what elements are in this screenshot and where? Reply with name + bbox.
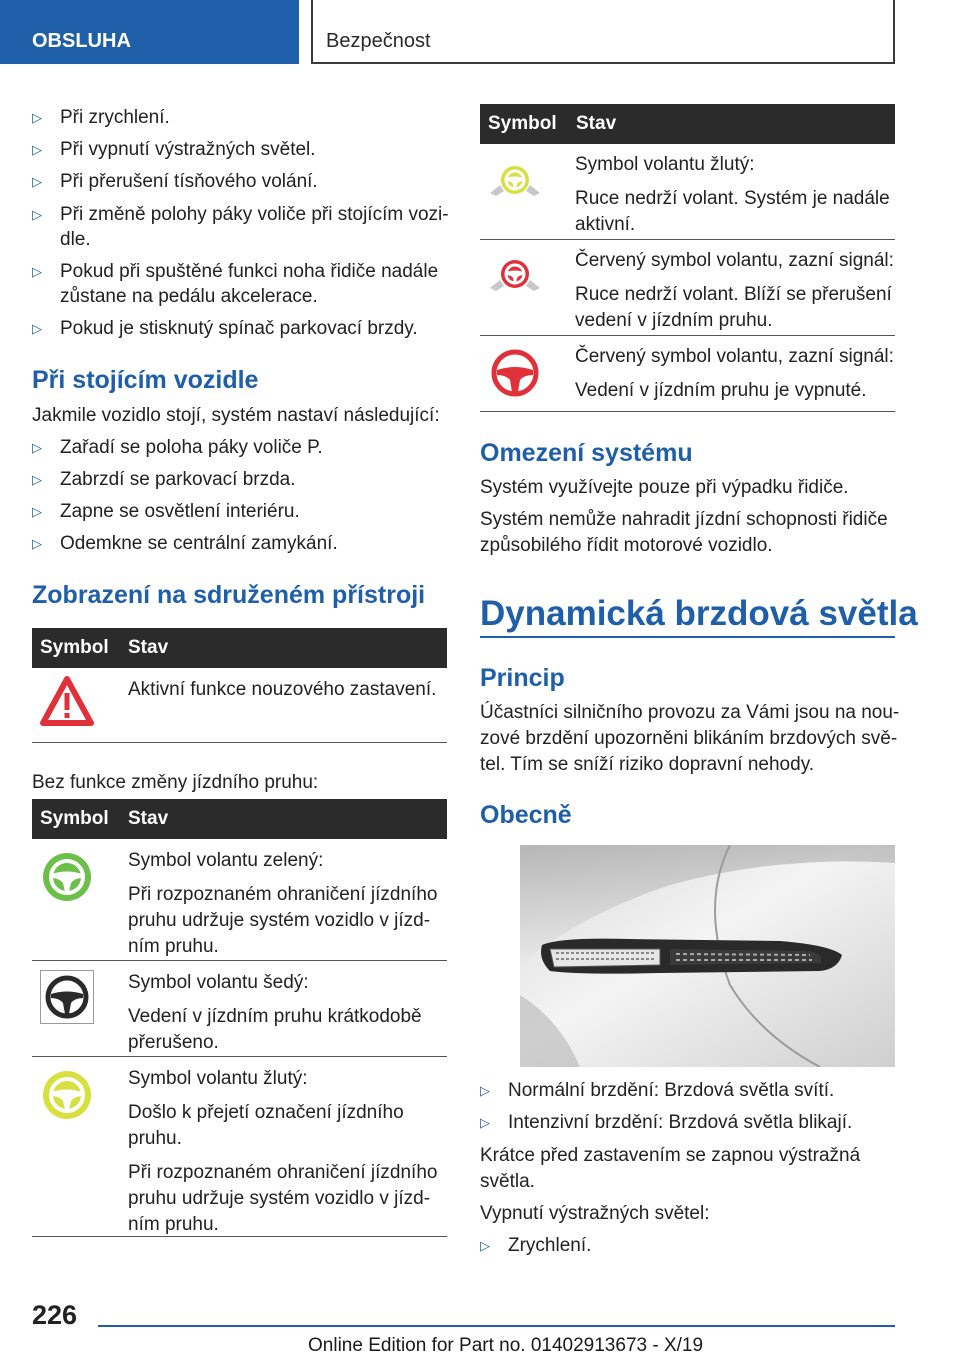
- bullet-triangle-icon: ▷: [32, 440, 42, 455]
- paragraph: Účastníci silničního provozu za Vámi jsou na nou- zové brzdění upozorněni blikáním brzdových svě- tel. Tím se sníží riziko dopravní nehody.: [480, 702, 900, 775]
- row-divider: [480, 411, 895, 412]
- steering-wheel-yellow-hands-icon: [488, 163, 542, 197]
- list-item: ▷ Zařadí se poloha páky voliče P.: [32, 435, 452, 461]
- section-heading: Princip: [480, 664, 565, 692]
- header-divider-right: [893, 0, 895, 64]
- tail-light-illustration: [520, 845, 895, 1067]
- col-symbol: Symbol: [40, 808, 109, 829]
- row-divider: [32, 960, 447, 961]
- table-cell: Symbol volantu žlutý: Došlo k přejetí označení jízdního pruhu. Při rozpoznaném ohraničení jízdního pruhu udržuje systém vozidlo v jízd- ním pruhu.: [128, 1068, 438, 1235]
- list-item: ▷ Odemkne se centrální zamykání.: [32, 531, 452, 557]
- bullet-triangle-icon: ▷: [32, 142, 42, 157]
- footer-rule: [98, 1325, 895, 1327]
- section-heading: Při stojícím vozidle: [32, 366, 259, 394]
- col-symbol: Symbol: [488, 113, 557, 134]
- steering-wheel-green-icon: [42, 852, 92, 902]
- section-heading: Zobrazení na sdruženém přístroji: [32, 581, 426, 609]
- table-header: [32, 628, 447, 668]
- section-tab: OBSLUHA: [0, 0, 299, 64]
- bullet-triangle-icon: ▷: [32, 536, 42, 551]
- header-underline: [311, 62, 895, 64]
- col-state: Stav: [128, 808, 169, 829]
- steering-wheel-red-hands-icon: [488, 256, 542, 292]
- table-cell: Symbol volantu zelený: Při rozpoznaném ohraničení jízdního pruhu udržuje systém vozidlo v jízd- ním pruhu.: [128, 850, 438, 957]
- list-item: ▷ Při přerušení tísňového volání.: [32, 169, 452, 195]
- list-item-continued: zůstane na pedálu akcelerace.: [60, 286, 318, 307]
- list-item: ▷ Při změně polohy páky voliče při stojícím vozi-: [32, 202, 452, 228]
- list-item: ▷ Zrychlení.: [480, 1233, 900, 1259]
- paragraph: Jakmile vozidlo stojí, systém nastaví následující:: [32, 405, 440, 426]
- table-cell: Červený symbol volantu, zazní signál: Vedení v jízdním pruhu je vypnuté.: [575, 346, 894, 401]
- table-cell: Červený symbol volantu, zazní signál: Ruce nedrží volant. Blíží se přerušení vedení v jízdním pruhu.: [575, 250, 894, 331]
- bullet-triangle-icon: ▷: [32, 504, 42, 519]
- table-cell: Aktivní funkce nouzového zastavení.: [128, 679, 437, 700]
- col-state: Stav: [128, 637, 169, 658]
- table-cell: Symbol volantu šedý: Vedení v jízdním pruhu krátkodobě přerušeno.: [128, 972, 422, 1053]
- row-divider: [32, 742, 447, 743]
- bullet-triangle-icon: ▷: [32, 264, 42, 279]
- page-number: 226: [32, 1300, 78, 1330]
- bullet-triangle-icon: ▷: [32, 321, 42, 336]
- paragraph: Systém využívejte pouze při výpadku řidiče.: [480, 477, 849, 498]
- list-item-continued: dle.: [60, 229, 91, 250]
- steering-wheel-red-icon: [490, 348, 540, 398]
- paragraph: Systém nemůže nahradit jízdní schopnosti řidiče způsobilého řídit motorové vozidlo.: [480, 509, 888, 556]
- section-heading: Obecně: [480, 801, 572, 829]
- steering-wheel-grey-icon: [40, 970, 94, 1024]
- bullet-triangle-icon: ▷: [32, 207, 42, 222]
- bullet-triangle-icon: ▷: [32, 174, 42, 189]
- footer-edition: Online Edition for Part no. 01402913673 - X/19: [308, 1335, 704, 1356]
- list-item: ▷ Pokud je stisknutý spínač parkovací brzdy.: [32, 316, 452, 342]
- bullet-triangle-icon: ▷: [32, 472, 42, 487]
- bullet-triangle-icon: ▷: [480, 1238, 490, 1253]
- paragraph: Krátce před zastavením se zapnou výstražná světla.: [480, 1145, 861, 1192]
- list-item: ▷ Při vypnutí výstražných světel.: [32, 137, 452, 163]
- list-item: ▷ Při zrychlení.: [32, 105, 452, 131]
- list-item: ▷ Zabrzdí se parkovací brzda.: [32, 467, 452, 493]
- bullet-triangle-icon: ▷: [480, 1115, 490, 1130]
- col-symbol: Symbol: [40, 637, 109, 658]
- list-item: ▷ Pokud při spuštěné funkci noha řidiče nadále: [32, 259, 452, 285]
- paragraph: Bez funkce změny jízdního pruhu:: [32, 772, 319, 793]
- list-item: ▷ Normální brzdění: Brzdová světla svítí.: [480, 1078, 900, 1104]
- list-item: ▷ Intenzivní brzdění: Brzdová světla blikají.: [480, 1110, 900, 1136]
- table-cell: Symbol volantu žlutý: Ruce nedrží volant. Systém je nadále aktivní.: [575, 154, 890, 235]
- bullet-triangle-icon: ▷: [32, 110, 42, 125]
- list-item: ▷ Zapne se osvětlení interiéru.: [32, 499, 452, 525]
- page-title: Bezpečnost: [326, 30, 431, 52]
- chapter-rule: [480, 636, 895, 638]
- warning-triangle-icon: [40, 675, 94, 727]
- row-divider: [32, 1236, 447, 1237]
- row-divider: [32, 1056, 447, 1057]
- col-state: Stav: [576, 113, 617, 134]
- table-header: [480, 104, 895, 144]
- section-heading: Omezení systému: [480, 439, 693, 467]
- header-divider: [311, 0, 313, 64]
- bullet-triangle-icon: ▷: [480, 1083, 490, 1098]
- row-divider: [480, 239, 895, 240]
- paragraph: Vypnutí výstražných světel:: [480, 1203, 710, 1224]
- chapter-heading: Dynamická brzdová světla: [480, 594, 918, 633]
- steering-wheel-yellow-icon: [42, 1070, 92, 1120]
- row-divider: [480, 335, 895, 336]
- table-header: [32, 799, 447, 839]
